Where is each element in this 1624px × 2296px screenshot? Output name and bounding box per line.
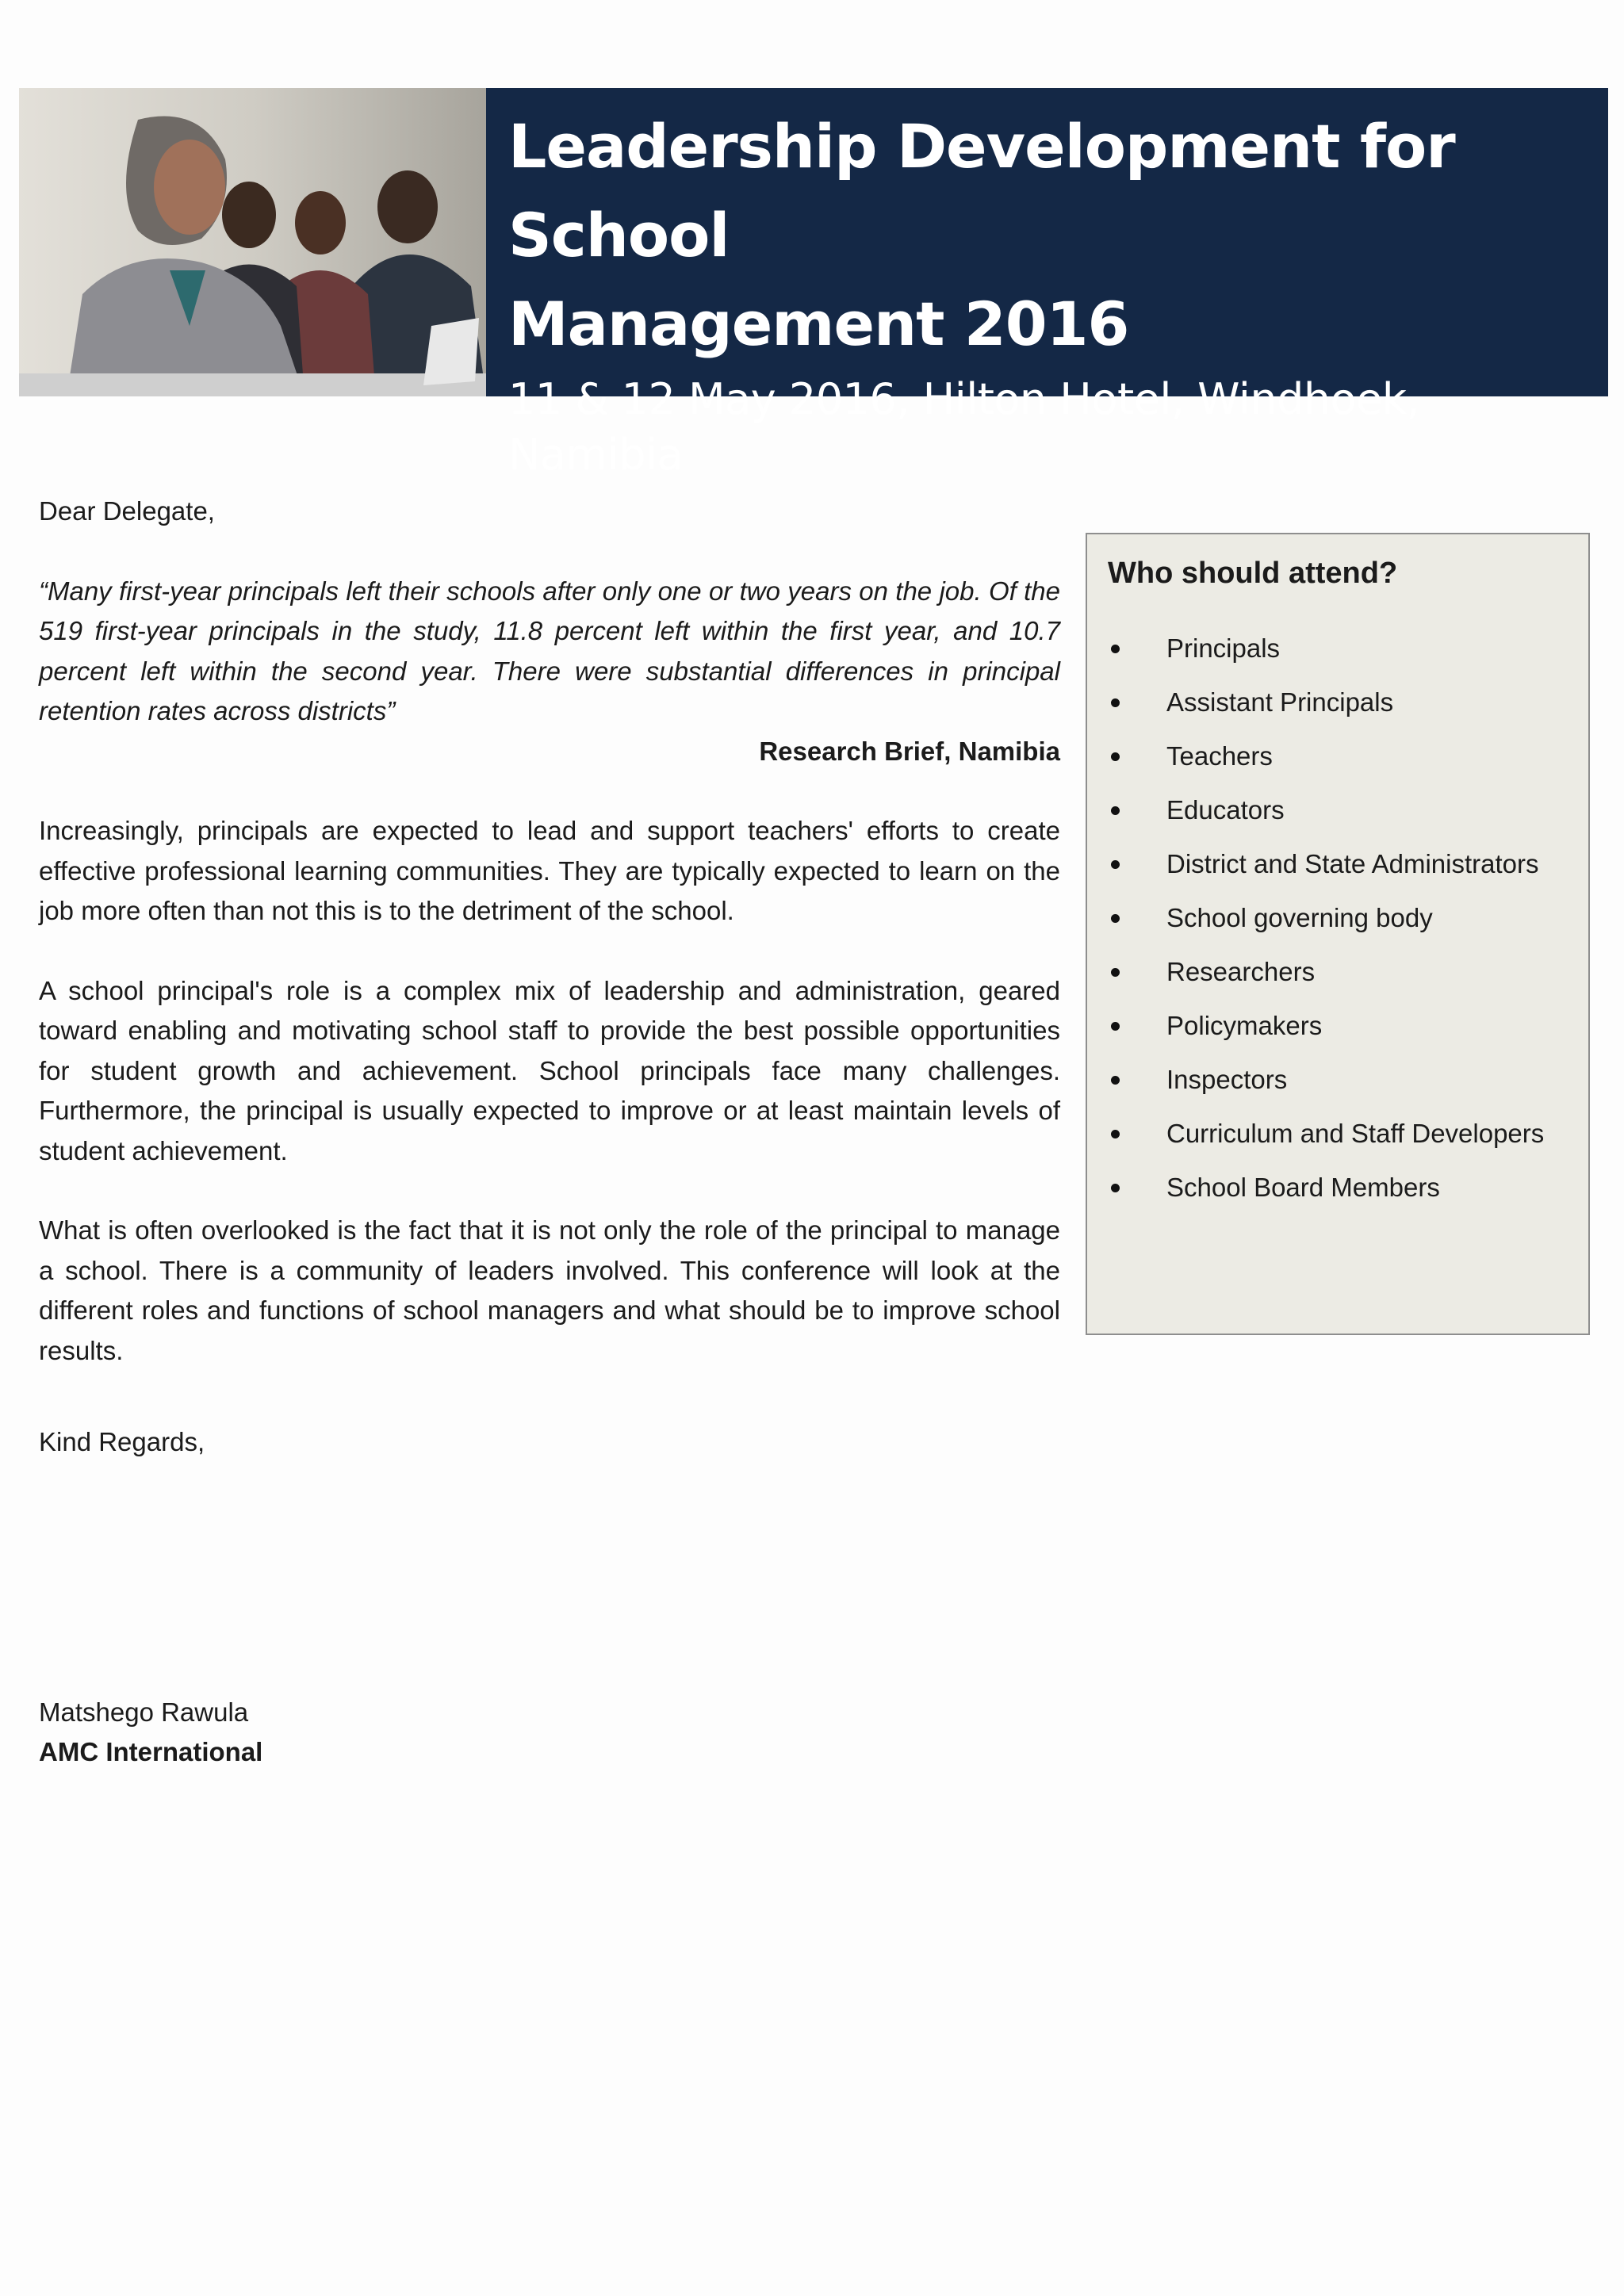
event-title — [508, 102, 1592, 369]
list-item-label: School Board Members — [1166, 1173, 1440, 1202]
list-item — [1108, 622, 1572, 675]
closing: Kind Regards, — [39, 1427, 205, 1456]
bullet-icon — [1111, 1022, 1120, 1031]
bullet-icon — [1111, 1130, 1120, 1138]
list-item — [1108, 999, 1572, 1053]
event-title-line2: Management 2016 — [508, 289, 1129, 359]
list-item-label: School governing body — [1166, 903, 1433, 932]
list-item — [1108, 891, 1572, 945]
banner-text — [486, 88, 1608, 480]
list-item-label: Teachers — [1166, 741, 1273, 771]
bullet-icon — [1111, 914, 1120, 923]
letter-body — [39, 492, 1060, 1773]
who-should-attend-box — [1086, 533, 1590, 1335]
list-item — [1108, 1053, 1572, 1107]
list-item-label: Assistant Principals — [1166, 687, 1394, 717]
bullet-icon — [1111, 1076, 1120, 1085]
list-item — [1108, 837, 1572, 891]
attendee-list — [1108, 622, 1572, 1215]
bullet-icon — [1111, 860, 1120, 869]
paragraph-3: What is often overlooked is the fact that it is not only the role of the principal to manage a school. There is a community of leaders involved. This conference will look at the different roles and functions of school managers and what should be to improve school results. — [39, 1215, 1060, 1365]
list-item-label: Researchers — [1166, 957, 1316, 986]
bullet-icon — [1111, 968, 1120, 977]
list-item-label: Principals — [1166, 633, 1281, 663]
sidebar-title: Who should attend? — [1108, 557, 1398, 590]
event-title-line1: Leadership Development for School — [508, 111, 1455, 270]
signature-name: Matshego Rawula — [39, 1697, 249, 1727]
list-item — [1108, 675, 1572, 729]
paragraph-2: A school principal's role is a complex mix of leadership and administration, geared toward enabling and motivating school staff to provide the best possible opportunities for student growth and achievement. School principals face many challenges. Furthermore, the principal is usually expected to improve or at least maintain levels of student achievement. — [39, 975, 1060, 1165]
bullet-icon — [1111, 752, 1120, 761]
greeting: Dear Delegate, — [39, 496, 215, 526]
meeting-photo-illustration — [19, 88, 486, 396]
list-item-label: Policymakers — [1166, 1011, 1323, 1040]
bullet-icon — [1111, 806, 1120, 815]
bullet-icon — [1111, 698, 1120, 707]
quote-source: Research Brief, Namibia — [759, 736, 1060, 766]
research-quote: “Many first-year principals left their schools after only one or two years on the job. Of the 519 first-year principals in the study, 11.8 percent left within the first year, and 10.7 percent left within the second year. There were substantial differences in principal retention rates across districts” — [39, 576, 1060, 725]
event-date-venue: 11 & 12 May 2016, Hilton Hotel, Windhoek, Namibia — [508, 374, 1420, 480]
list-item-label: Educators — [1166, 795, 1285, 825]
list-item — [1108, 783, 1572, 837]
list-item-label: Curriculum and Staff Developers — [1166, 1119, 1545, 1148]
list-item-label: District and State Administrators — [1166, 849, 1539, 878]
list-item — [1108, 945, 1572, 999]
list-item-label: Inspectors — [1166, 1065, 1288, 1094]
list-item — [1108, 729, 1572, 783]
signature-organization: AMC International — [39, 1737, 263, 1766]
business-meeting-photo — [19, 88, 486, 396]
bullet-icon — [1111, 1184, 1120, 1192]
header-banner — [19, 88, 1608, 480]
paragraph-1: Increasingly, principals are expected to lead and support teachers' efforts to create effective professional learning communities. They are typically expected to learn on the job more often than not this is to the detriment of the school. — [39, 816, 1060, 925]
list-item — [1108, 1161, 1572, 1215]
list-item — [1108, 1107, 1572, 1161]
bullet-icon — [1111, 645, 1120, 653]
